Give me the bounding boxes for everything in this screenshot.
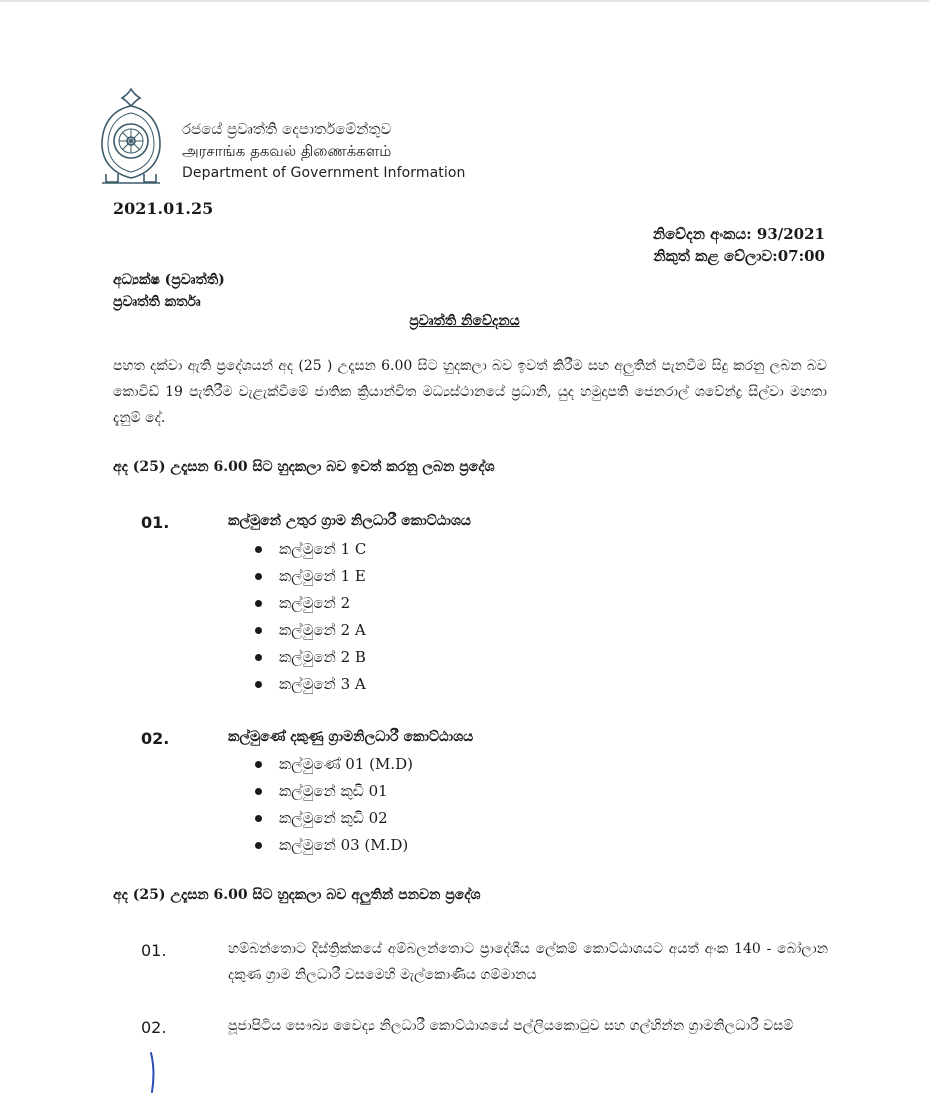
list-item-label: කල්මුනේ කුඩි 02 [279, 809, 388, 827]
list-item-label: කල්මුනේ 1 E [279, 567, 366, 585]
intro-paragraph: පහත දක්වා ඇති ප්‍රදේශයන් අද (25 ) උදෑසන 6.00 සිට හුදකලා බව ඉවත් කිරීම සහ අලුතින් පැනවීම සිදු කරනු ලබන බව කොවිඩ් 19 පැතිරීම වැළැක්වීමේ ජාතික ක්‍රියාන්විත මධ්‍යස්ථානයේ ප්‍රධානි, යුද හමුදාපති ජෙනරාල් ශවේන්ද්‍ර සිල්වා මහතා දැනුම් දේ. [113, 358, 827, 426]
bullet-icon [255, 681, 262, 688]
imposed-item-text: පූජාපිටිය සෞඛ්‍ය වෛද්‍ය නිලධාරී කොට්ඨාශයේ පල්ලියකොටුව සහ ගල්හින්න ග්‍රාමනිලධාරී වසම් [228, 1018, 794, 1034]
bullet-icon [255, 815, 262, 822]
imposed-item-text: හම්බන්තොට දිස්ත්‍රික්කයේ අම්බලන්තොට ප්‍රාදේශීය ලේකම් කොට්ඨාශයට අයත් අංක 140 - බෝලාන දකුණ ග්‍රාම නිලධාරී වසමෙහි මැල්කොණිය ගම්මානය [228, 941, 828, 983]
lifted-item-2-list [255, 751, 413, 859]
lifted-item-title: කල්මුනේ උතුර ග්‍රාම නිලධාරී කොට්ඨාශය [228, 513, 471, 529]
list-item [255, 778, 413, 805]
list-item-label: කල්මුනේ 2 A [279, 621, 366, 639]
recipient-editor: ප්‍රවෘත්ති කර්තෘ [113, 294, 201, 310]
bullet-icon [255, 546, 262, 553]
recipients [113, 269, 225, 313]
department-name-sinhala: රජයේ ප්‍රවෘත්ති දෙපාර්තමේන්තුව [182, 120, 392, 138]
bullet-icon [255, 654, 262, 661]
bullet-icon [255, 627, 262, 634]
list-item [255, 644, 366, 671]
recipient-director: අධ්‍යක්ෂ (ප්‍රවෘත්ති) [113, 272, 225, 288]
list-item-label: කල්මුනේ 3 A [279, 675, 366, 693]
list-item [255, 805, 413, 832]
document-title: ප්‍රවෘත්ති නිවේදනය [409, 313, 520, 329]
release-meta [653, 223, 825, 267]
list-item-label: කල්මුනේ 03 (M.D) [279, 836, 409, 854]
department-name-block [182, 118, 466, 184]
section-lifted-heading: අද (25) උදෑසන 6.00 සිට හුදකලා බව ඉවත් කරනු ලබන ප්‍රදේශ [113, 459, 495, 475]
department-name-tamil: அரசாங்க தகவல் திணைக்களம் [182, 142, 392, 160]
list-item [255, 536, 366, 563]
lifted-item-number: 02. [141, 729, 170, 748]
imposed-item-number: 02. [141, 1018, 167, 1037]
release-number: නිවේදන අංකය: 93/2021 [652, 225, 825, 243]
lifted-item-title: කල්මුණේ දකුණු ග්‍රාමනිලධාරී කොට්ඨාශය [228, 729, 474, 745]
pen-mark-icon [148, 1051, 158, 1093]
page-top-edge [0, 0, 929, 2]
bullet-icon [255, 761, 262, 768]
list-item-label: කල්මුනේ 2 [279, 594, 351, 612]
list-item-label: කල්මුනේ 2 B [279, 648, 366, 666]
list-item [255, 832, 413, 859]
lifted-item-number: 01. [141, 513, 170, 532]
lifted-item-1-list [255, 536, 366, 698]
bullet-icon [255, 600, 262, 607]
list-item-label: කල්මුනේ 1 C [279, 540, 367, 558]
department-name-english: Department of Government Information [182, 165, 466, 181]
list-item [255, 671, 366, 698]
list-item [255, 751, 413, 778]
sri-lanka-emblem-icon [96, 86, 166, 186]
bullet-icon [255, 842, 262, 849]
list-item [255, 617, 366, 644]
release-date: 2021.01.25 [113, 199, 214, 218]
section-imposed-heading: අද (25) උදෑසන 6.00 සිට හුදකලා බව අලුතින් පනවන ප්‍රදේශ [113, 887, 481, 903]
imposed-item-number: 01. [141, 941, 167, 960]
release-time: නිකුත් කළ වේලාව:07:00 [653, 247, 825, 265]
list-item [255, 590, 366, 617]
bullet-icon [255, 573, 262, 580]
list-item-label: කල්මුනේ කුඩි 01 [279, 782, 388, 800]
bullet-icon [255, 788, 262, 795]
document-title-wrap [0, 313, 929, 329]
list-item [255, 563, 366, 590]
list-item-label: කල්මුණේ 01 (M.D) [279, 755, 413, 773]
